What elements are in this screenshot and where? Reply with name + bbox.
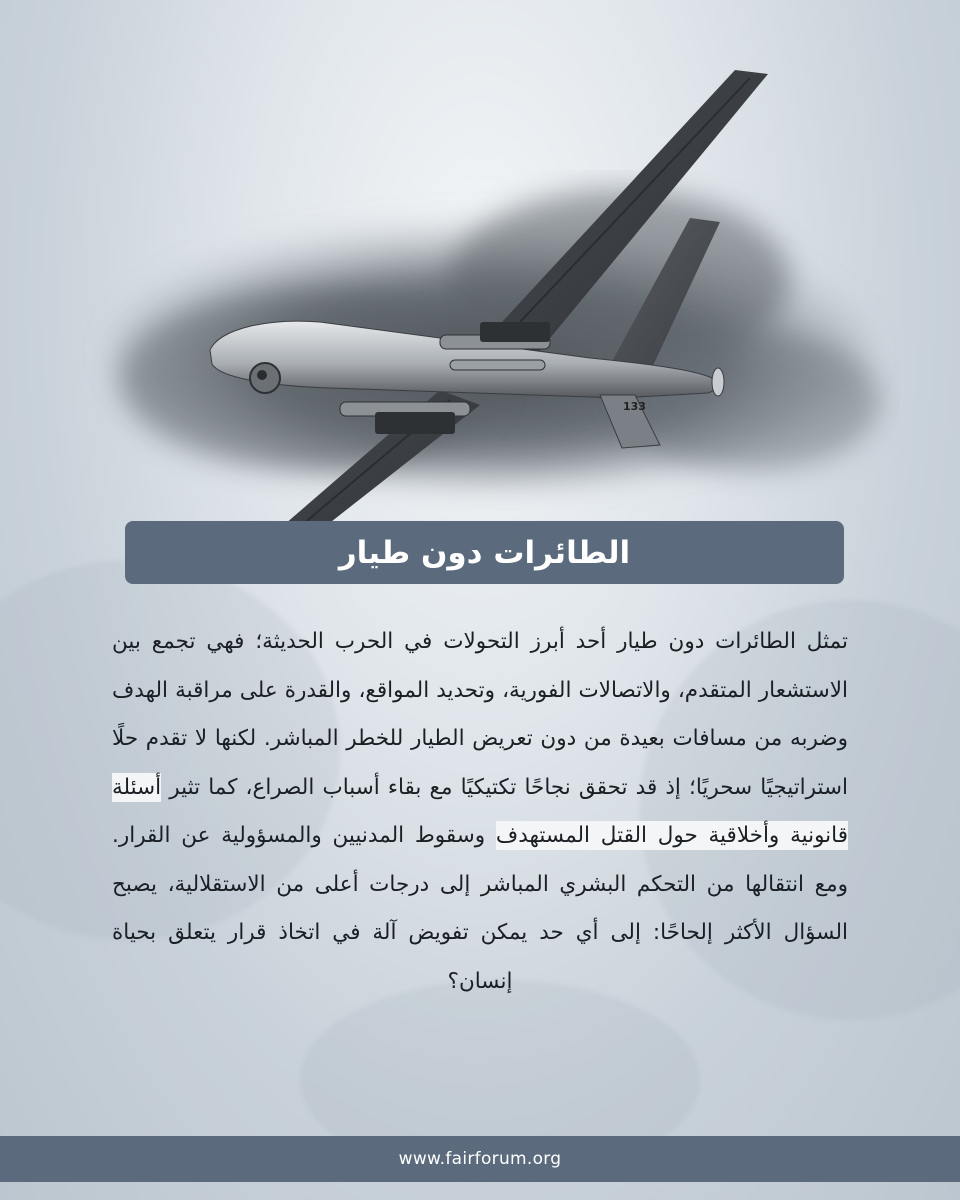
drone-image: [190, 60, 790, 570]
article-highlight: أسئلة قانونية وأخلاقية حول القتل المستهدف: [112, 774, 848, 848]
title-banner: [125, 521, 844, 584]
article-text-end: وسقوط المدنيين والمسؤولية عن القرار. ومع انتقالها من التحكم البشري المباشر إلى درجات أعلى من الاستقلالية، يصبح السؤال الأكثر إلحاحًا: إلى أي حد يمكن تفويض آلة في اتخاذ قرار يتعلق بحياة إنسان؟: [112, 823, 848, 994]
article-body: [112, 618, 848, 1006]
drone-propeller: [712, 368, 724, 396]
footer-bar: [0, 1136, 960, 1182]
website-link[interactable]: www.fairforum.org: [398, 1149, 562, 1169]
drone-wing-upper: [490, 70, 768, 360]
drone-tail-number: 133: [623, 400, 646, 413]
article-text-start: تمثل الطائرات دون طيار أحد أبرز التحولات في الحرب الحديثة؛ فهي تجمع بين الاستشعار المتقدم، والاتصالات الفورية، وتحديد المواقع، والقدرة على مراقبة الهدف وضربه من مسافات بعيدة من دون تعريض الطيار للخطر المباشر. لكنها لا تقدم حلًا استراتيجيًا سحريًا؛ إذ قد تحقق نجاحًا تكتيكيًا مع بقاء أسباب الصراع، كما تثير: [112, 629, 848, 800]
page-title: الطائرات دون طيار: [338, 534, 631, 571]
